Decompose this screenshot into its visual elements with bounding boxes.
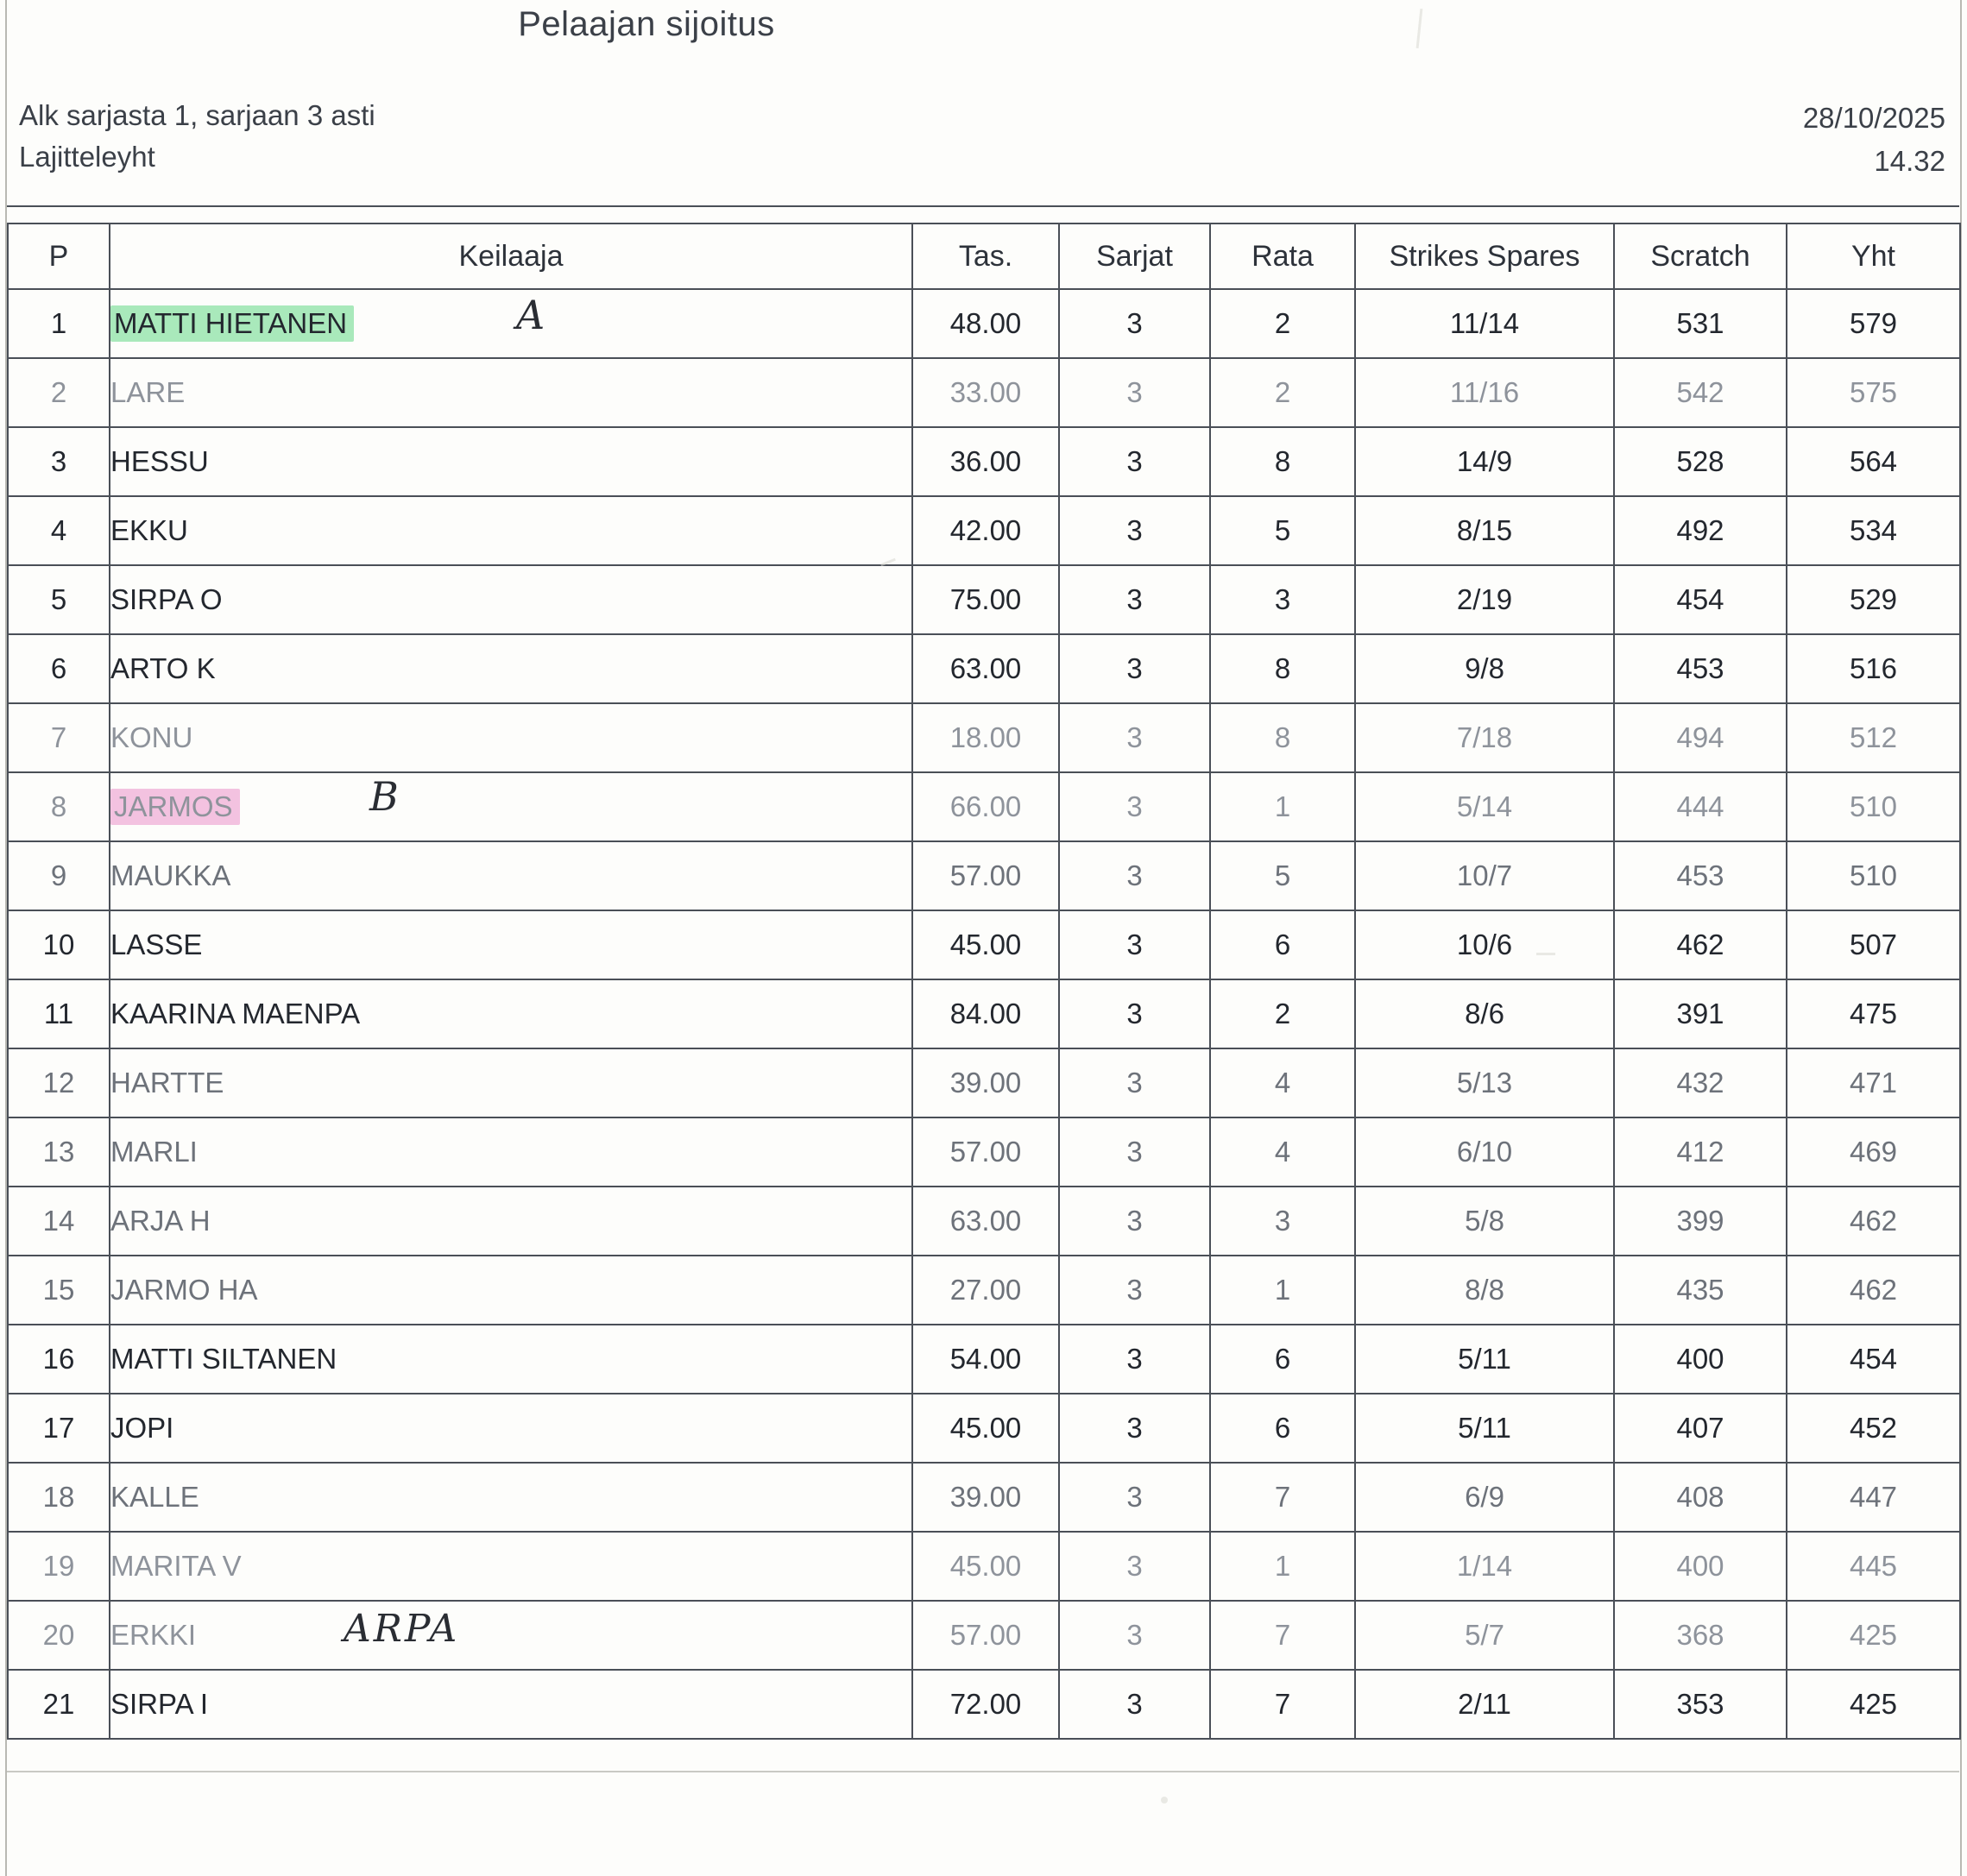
cell-total: 425 [1787,1601,1960,1670]
bowler-name: JOPI [110,1412,174,1444]
cell-lane: 2 [1210,358,1355,427]
cell-lane: 4 [1210,1117,1355,1187]
bowler-name: MATTI HIETANEN [110,305,354,342]
column-header-series: Sarjat [1059,223,1210,289]
cell-lane: 3 [1210,565,1355,634]
cell-bowler [110,841,912,910]
cell-handicap: 39.00 [912,1048,1059,1117]
table-row [8,1048,1960,1117]
cell-bowler [110,634,912,703]
cell-handicap: 45.00 [912,910,1059,979]
cell-scratch: 453 [1614,634,1787,703]
cell-total: 425 [1787,1670,1960,1739]
cell-lane: 2 [1210,289,1355,358]
bowler-name: EKKU [110,514,188,546]
sort-mode: Lajitteleyht [19,141,155,173]
scan-artifact [1161,1797,1168,1804]
cell-handicap: 84.00 [912,979,1059,1048]
cell-lane: 2 [1210,979,1355,1048]
cell-handicap: 45.00 [912,1532,1059,1601]
cell-handicap: 66.00 [912,772,1059,841]
bowler-name: MAUKKA [110,859,231,891]
bowler-name: KAARINA MAENPA [110,998,361,1029]
cell-strikes-spares: 14/9 [1355,427,1614,496]
cell-total: 510 [1787,841,1960,910]
cell-scratch: 432 [1614,1048,1787,1117]
cell-series: 3 [1059,1187,1210,1256]
cell-position: 19 [8,1532,110,1601]
cell-series: 3 [1059,1256,1210,1325]
bowler-name: SIRPA O [110,583,223,615]
cell-lane: 6 [1210,1394,1355,1463]
cell-total: 454 [1787,1325,1960,1394]
cell-handicap: 63.00 [912,1187,1059,1256]
cell-total: 564 [1787,427,1960,496]
cell-strikes-spares: 8/6 [1355,979,1614,1048]
bowler-name: ARJA H [110,1205,211,1237]
cell-total: 462 [1787,1187,1960,1256]
cell-series: 3 [1059,427,1210,496]
report-date: 28/10/2025 [1802,102,1945,134]
cell-scratch: 391 [1614,979,1787,1048]
cell-scratch: 435 [1614,1256,1787,1325]
cell-total: 575 [1787,358,1960,427]
cell-position: 9 [8,841,110,910]
cell-strikes-spares: 8/15 [1355,496,1614,565]
page-title [7,5,1959,44]
bowler-name: SIRPA I [110,1688,209,1720]
cell-position: 18 [8,1463,110,1532]
cell-position: 10 [8,910,110,979]
cell-bowler [110,772,912,841]
cell-series: 3 [1059,496,1210,565]
table-row [8,1117,1960,1187]
cell-bowler [110,1187,912,1256]
cell-lane: 5 [1210,841,1355,910]
cell-position: 21 [8,1670,110,1739]
cell-handicap: 63.00 [912,634,1059,703]
cell-scratch: 542 [1614,358,1787,427]
cell-total: 510 [1787,772,1960,841]
cell-series: 3 [1059,841,1210,910]
cell-series: 3 [1059,289,1210,358]
cell-handicap: 57.00 [912,1601,1059,1670]
page-title-text: Pelaajan sijoitus [518,5,775,43]
cell-bowler [110,289,912,358]
cell-total: 469 [1787,1117,1960,1187]
cell-position: 5 [8,565,110,634]
cell-total: 529 [1787,565,1960,634]
handwritten-annotation: B [369,773,399,820]
cell-position: 4 [8,496,110,565]
cell-position: 7 [8,703,110,772]
table-row [8,496,1960,565]
table-row [8,1325,1960,1394]
page-edge-bottom [7,1771,1959,1772]
table-row [8,427,1960,496]
cell-lane: 6 [1210,910,1355,979]
cell-handicap: 39.00 [912,1463,1059,1532]
table-row [8,910,1960,979]
report-time: 14.32 [1874,145,1945,177]
cell-strikes-spares: 5/14 [1355,772,1614,841]
bowler-name: ARTO K [110,652,216,684]
cell-lane: 5 [1210,496,1355,565]
column-header-scratch: Scratch [1614,223,1787,289]
cell-scratch: 399 [1614,1187,1787,1256]
cell-series: 3 [1059,1117,1210,1187]
cell-strikes-spares: 9/8 [1355,634,1614,703]
cell-scratch: 400 [1614,1532,1787,1601]
document-header [7,0,1959,207]
cell-strikes-spares: 6/9 [1355,1463,1614,1532]
cell-handicap: 36.00 [912,427,1059,496]
cell-position: 12 [8,1048,110,1117]
cell-total: 475 [1787,979,1960,1048]
cell-series: 3 [1059,1325,1210,1394]
cell-strikes-spares: 11/16 [1355,358,1614,427]
report-timestamp [1803,97,1945,183]
table-row [8,1670,1960,1739]
cell-handicap: 57.00 [912,1117,1059,1187]
cell-handicap: 27.00 [912,1256,1059,1325]
cell-handicap: 33.00 [912,358,1059,427]
cell-lane: 4 [1210,1048,1355,1117]
table-row [8,1601,1960,1670]
table-row [8,1394,1960,1463]
cell-series: 3 [1059,1463,1210,1532]
cell-bowler [110,1117,912,1187]
cell-series: 3 [1059,1394,1210,1463]
cell-strikes-spares: 5/13 [1355,1048,1614,1117]
table-body [8,289,1960,1739]
cell-position: 8 [8,772,110,841]
cell-scratch: 528 [1614,427,1787,496]
cell-handicap: 75.00 [912,565,1059,634]
cell-bowler [110,1670,912,1739]
table-row [8,1256,1960,1325]
cell-strikes-spares: 2/11 [1355,1670,1614,1739]
cell-bowler [110,1325,912,1394]
cell-scratch: 453 [1614,841,1787,910]
cell-handicap: 54.00 [912,1325,1059,1394]
cell-total: 447 [1787,1463,1960,1532]
cell-scratch: 494 [1614,703,1787,772]
handwritten-annotation: A [516,292,545,338]
table-row [8,772,1960,841]
cell-bowler [110,910,912,979]
table-row [8,1532,1960,1601]
cell-strikes-spares: 10/7 [1355,841,1614,910]
cell-bowler [110,358,912,427]
handwritten-annotation: ARPA [344,1607,460,1651]
cell-bowler [110,1256,912,1325]
bowler-name: JARMOS [110,789,240,825]
cell-strikes-spares: 8/8 [1355,1256,1614,1325]
cell-lane: 8 [1210,427,1355,496]
cell-series: 3 [1059,634,1210,703]
cell-strikes-spares: 2/19 [1355,565,1614,634]
cell-bowler [110,1394,912,1463]
player-ranking-table [7,223,1961,1740]
cell-series: 3 [1059,703,1210,772]
cell-series: 3 [1059,910,1210,979]
cell-total: 462 [1787,1256,1960,1325]
cell-strikes-spares: 5/11 [1355,1394,1614,1463]
column-header-total: Yht [1787,223,1960,289]
cell-bowler [110,427,912,496]
cell-total: 507 [1787,910,1960,979]
cell-total: 471 [1787,1048,1960,1117]
cell-position: 14 [8,1187,110,1256]
cell-series: 3 [1059,979,1210,1048]
cell-total: 452 [1787,1394,1960,1463]
cell-scratch: 492 [1614,496,1787,565]
cell-position: 13 [8,1117,110,1187]
cell-scratch: 454 [1614,565,1787,634]
cell-scratch: 400 [1614,1325,1787,1394]
cell-lane: 3 [1210,1187,1355,1256]
cell-bowler [110,1048,912,1117]
cell-position: 2 [8,358,110,427]
cell-position: 20 [8,1601,110,1670]
cell-lane: 6 [1210,1325,1355,1394]
cell-total: 445 [1787,1532,1960,1601]
bowler-name: LASSE [110,929,203,960]
cell-lane: 7 [1210,1463,1355,1532]
cell-scratch: 444 [1614,772,1787,841]
cell-position: 11 [8,979,110,1048]
column-header-strikes-spares: Strikes Spares [1355,223,1614,289]
cell-total: 512 [1787,703,1960,772]
cell-scratch: 368 [1614,1601,1787,1670]
cell-scratch: 412 [1614,1117,1787,1187]
report-filter-info [19,95,375,178]
table-row [8,979,1960,1048]
bowler-name: MARITA V [110,1550,242,1582]
cell-handicap: 42.00 [912,496,1059,565]
table-row [8,1187,1960,1256]
bowler-name: KALLE [110,1481,199,1513]
cell-handicap: 57.00 [912,841,1059,910]
cell-position: 15 [8,1256,110,1325]
bowler-name: MATTI SILTANEN [110,1343,337,1375]
bowler-name: LARE [110,376,186,408]
table-row [8,289,1960,358]
bowler-name: MARLI [110,1136,198,1168]
cell-strikes-spares: 1/14 [1355,1532,1614,1601]
cell-handicap: 72.00 [912,1670,1059,1739]
scan-artifact [1536,953,1555,955]
cell-series: 3 [1059,1048,1210,1117]
table-row [8,703,1960,772]
cell-position: 16 [8,1325,110,1394]
cell-total: 579 [1787,289,1960,358]
cell-bowler [110,1601,912,1670]
cell-scratch: 462 [1614,910,1787,979]
cell-total: 516 [1787,634,1960,703]
cell-position: 1 [8,289,110,358]
bowler-name: ERKKI [110,1619,197,1651]
cell-lane: 1 [1210,772,1355,841]
cell-lane: 8 [1210,703,1355,772]
cell-bowler [110,1463,912,1532]
column-header-bowler: Keilaaja [110,223,912,289]
cell-strikes-spares: 5/11 [1355,1325,1614,1394]
filter-range: Alk sarjasta 1, sarjaan 3 asti [19,99,375,131]
cell-handicap: 45.00 [912,1394,1059,1463]
cell-series: 3 [1059,565,1210,634]
bowler-name: JARMO HA [110,1274,258,1306]
cell-scratch: 353 [1614,1670,1787,1739]
bowler-name: HESSU [110,445,209,477]
cell-lane: 1 [1210,1532,1355,1601]
column-header-handicap: Tas. [912,223,1059,289]
cell-series: 3 [1059,358,1210,427]
cell-series: 3 [1059,1532,1210,1601]
table-row [8,565,1960,634]
column-header-position: P [8,223,110,289]
cell-bowler [110,1532,912,1601]
cell-lane: 7 [1210,1670,1355,1739]
bowler-name: HARTTE [110,1067,224,1099]
cell-bowler [110,496,912,565]
cell-lane: 7 [1210,1601,1355,1670]
cell-total: 534 [1787,496,1960,565]
cell-strikes-spares: 10/6 [1355,910,1614,979]
cell-position: 3 [8,427,110,496]
cell-strikes-spares: 6/10 [1355,1117,1614,1187]
cell-scratch: 408 [1614,1463,1787,1532]
cell-position: 17 [8,1394,110,1463]
cell-strikes-spares: 11/14 [1355,289,1614,358]
table-row [8,841,1960,910]
cell-strikes-spares: 7/18 [1355,703,1614,772]
table-row [8,1463,1960,1532]
table-row [8,358,1960,427]
cell-series: 3 [1059,1670,1210,1739]
cell-handicap: 18.00 [912,703,1059,772]
cell-scratch: 407 [1614,1394,1787,1463]
cell-handicap: 48.00 [912,289,1059,358]
bowler-name: KONU [110,721,193,753]
cell-series: 3 [1059,772,1210,841]
table-row [8,634,1960,703]
cell-lane: 1 [1210,1256,1355,1325]
cell-strikes-spares: 5/7 [1355,1601,1614,1670]
table-header-row [8,223,1960,289]
cell-position: 6 [8,634,110,703]
cell-bowler [110,979,912,1048]
cell-series: 3 [1059,1601,1210,1670]
cell-strikes-spares: 5/8 [1355,1187,1614,1256]
column-header-lane: Rata [1210,223,1355,289]
cell-scratch: 531 [1614,289,1787,358]
cell-bowler [110,703,912,772]
cell-bowler [110,565,912,634]
cell-lane: 8 [1210,634,1355,703]
